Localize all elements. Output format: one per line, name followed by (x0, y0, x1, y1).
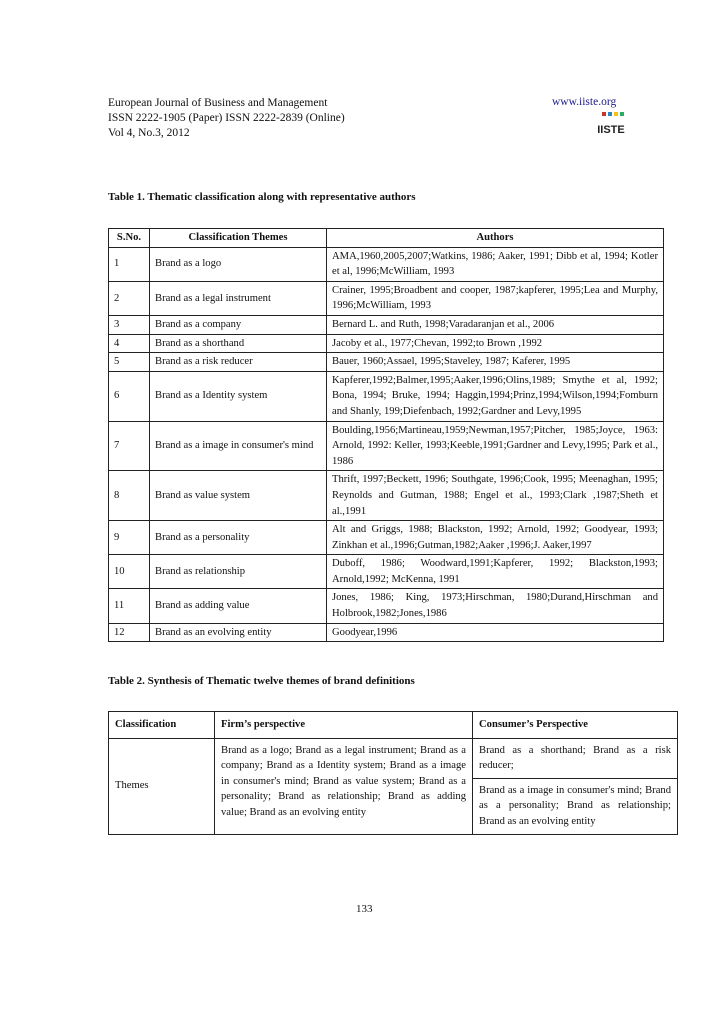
table2-caption: Table 2. Synthesis of Thematic twelve themes of brand definitions (108, 675, 415, 687)
consumer-subcell-1: Brand as a shorthand; Brand as a risk reducer; (473, 739, 677, 779)
authors-cell: Goodyear,1996 (327, 623, 664, 642)
theme-cell: Brand as a risk reducer (150, 353, 327, 372)
col-authors: Authors (327, 229, 664, 248)
table-row (109, 315, 664, 334)
table1-header-row (109, 229, 664, 248)
consumer-perspective-cell (473, 738, 678, 834)
table-thematic-classification (108, 228, 664, 642)
theme-cell: Brand as a shorthand (150, 334, 327, 353)
authors-cell: Boulding,1956;Martineau,1959;Newman,1957;Pitcher, 1985;Joyce, 1963: Arnold, 1992: Keller, 1993;Keeble,1991;Gardner and Levy,1995; Park et al., 1986 (327, 421, 664, 471)
iiste-logo (594, 111, 628, 137)
col-classification-themes: Classification Themes (150, 229, 327, 248)
sno-cell: 9 (109, 521, 150, 555)
sno-cell: 10 (109, 555, 150, 589)
theme-cell: Brand as relationship (150, 555, 327, 589)
table-synthesis-themes (108, 711, 678, 835)
sno-cell: 11 (109, 589, 150, 623)
theme-cell: Brand as a image in consumer's mind (150, 421, 327, 471)
theme-cell: Brand as a company (150, 315, 327, 334)
page-number: 133 (356, 903, 373, 915)
authors-cell: Jacoby et al., 1977;Chevan, 1992;to Brown ,1992 (327, 334, 664, 353)
authors-cell: Bauer, 1960;Assael, 1995;Staveley, 1987; Kaferer, 1995 (327, 353, 664, 372)
table-row (109, 247, 664, 281)
firm-perspective-cell: Brand as a logo; Brand as a legal instrument; Brand as a company; Brand as a Identity system; Brand as a image in consumer's mind; Brand as value system; Brand as a personality; Brand as relationship; Brand as adding value; Brand as an evolving entity (215, 738, 473, 834)
theme-cell: Brand as a legal instrument (150, 281, 327, 315)
authors-cell: Thrift, 1997;Beckett, 1996; Southgate, 1996;Cook, 1995; Meenaghan, 1995; Reynolds and Gutman, 1988; Engel et al., 1993;Clark ,1987;Sheth et al.,1991 (327, 471, 664, 521)
authors-cell: Kapferer,1992;Balmer,1995;Aaker,1996;Olins,1989; Smythe et al, 1992; Bona, 1994; Bruke, 1994; Haggin,1994;Prinz,1994;Wilson,1994;Fomburn and Shanly, 199;Diefenbach, 1992;Gardner and Levy,1995 (327, 371, 664, 421)
sno-cell: 2 (109, 281, 150, 315)
table-row (109, 555, 664, 589)
table-row (109, 281, 664, 315)
sno-cell: 12 (109, 623, 150, 642)
col-consumer-perspective: Consumer’s Perspective (473, 712, 678, 739)
theme-cell: Brand as value system (150, 471, 327, 521)
table-row (109, 334, 664, 353)
table-row (109, 623, 664, 642)
authors-cell: Duboff, 1986; Woodward,1991;Kapferer, 1992; Blackston,1993; Arnold,1992; McKenna, 1991 (327, 555, 664, 589)
issn-line: ISSN 2222-1905 (Paper) ISSN 2222-2839 (Online) (108, 112, 345, 124)
table-row (109, 521, 664, 555)
consumer-subcell-2: Brand as a image in consumer's mind; Brand as a personality; Brand as relationship; Brand as an evolving entity (479, 784, 671, 827)
table-row (109, 471, 664, 521)
theme-cell: Brand as a logo (150, 247, 327, 281)
themes-label-cell: Themes (109, 738, 215, 834)
sno-cell: 4 (109, 334, 150, 353)
sno-cell: 6 (109, 371, 150, 421)
table-row (109, 353, 664, 372)
sno-cell: 8 (109, 471, 150, 521)
table1-caption: Table 1. Thematic classification along with representative authors (108, 191, 416, 203)
table-row (109, 738, 678, 834)
theme-cell: Brand as a Identity system (150, 371, 327, 421)
sno-cell: 7 (109, 421, 150, 471)
theme-cell: Brand as adding value (150, 589, 327, 623)
col-classification: Classification (109, 712, 215, 739)
theme-cell: Brand as a personality (150, 521, 327, 555)
authors-cell: Alt and Griggs, 1988; Blackston, 1992; Arnold, 1992; Goodyear, 1993; Zinkhan et al.,1996;Gutman,1982;Aaker ,1996;J. Aaker,1997 (327, 521, 664, 555)
authors-cell: Crainer, 1995;Broadbent and cooper, 1987;kapferer, 1995;Lea and Murphy, 1996;McWilliam, 1993 (327, 281, 664, 315)
col-firm-perspective: Firm’s perspective (215, 712, 473, 739)
table-row (109, 371, 664, 421)
authors-cell: Bernard L. and Ruth, 1998;Varadaranjan et al., 2006 (327, 315, 664, 334)
table-row (109, 421, 664, 471)
theme-cell: Brand as an evolving entity (150, 623, 327, 642)
table-row (109, 589, 664, 623)
authors-cell: AMA,1960,2005,2007;Watkins, 1986; Aaker, 1991; Dibb et al, 1994; Kotler et al, 1996;McWilliam, 1993 (327, 247, 664, 281)
sno-cell: 5 (109, 353, 150, 372)
authors-cell: Jones, 1986; King, 1973;Hirschman, 1980;Durand,Hirschman and Holbrook,1982;Jones,1986 (327, 589, 664, 623)
col-sno: S.No. (109, 229, 150, 248)
sno-cell: 3 (109, 315, 150, 334)
table2-header-row (109, 712, 678, 739)
sno-cell: 1 (109, 247, 150, 281)
logo-text: IISTE (597, 124, 625, 136)
journal-title: European Journal of Business and Management (108, 97, 328, 109)
volume-line: Vol 4, No.3, 2012 (108, 127, 190, 139)
journal-url[interactable]: www.iiste.org (552, 96, 617, 108)
